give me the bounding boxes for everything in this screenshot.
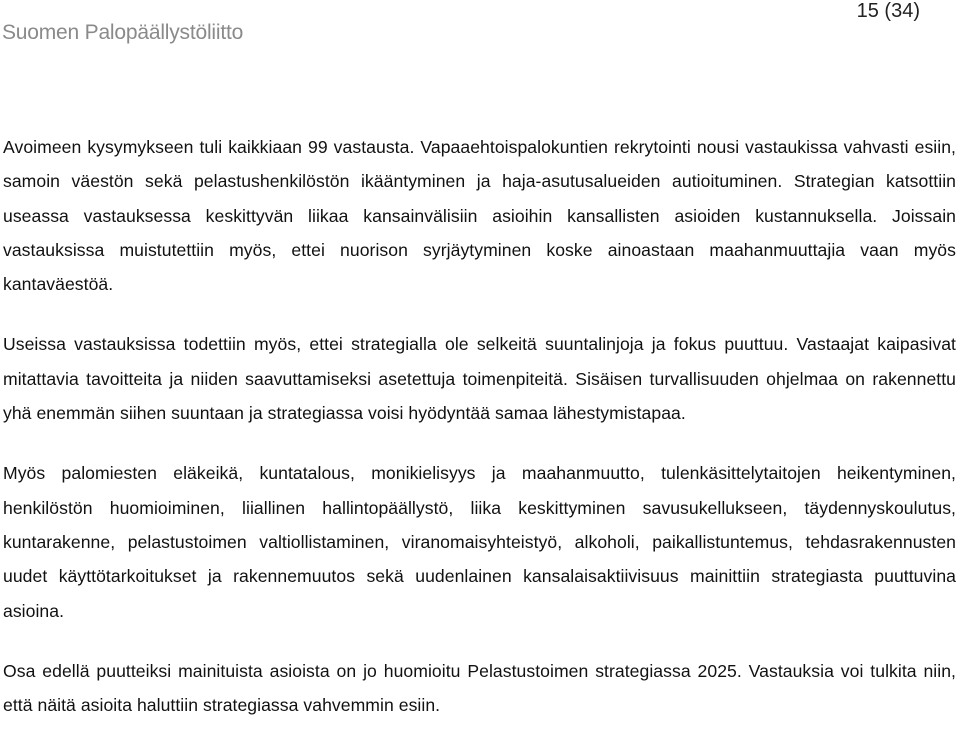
document-body bbox=[3, 130, 956, 722]
paragraph-conclusion: Osa edellä puutteiksi mainituista asioista on jo huomioitu Pelastustoimen strategiassa 2025. Vastauksia voi tulkita niin, että näitä asioita haluttiin strategiassa vahvemmin esiin. bbox=[3, 660, 956, 716]
page-number: 15 (34) bbox=[856, 0, 920, 22]
paragraph-responses-summary: Avoimeen kysymykseen tuli kaikkiaan 99 vastausta. Vapaaehtoispalokuntien rekrytointi nousi vastaukissa vahvasti esiin, samoin väestön sekä pelastushenkilöstön ikääntyminen ja haja-asutusalueiden autioituminen. Strategian katsottiin useassa vastauksessa keskittyvän liikaa kansainvälisiin asioihin kansallisten asioiden kustannuksella. Joissain vastauksissa muistutettiin myös, ettei nuorison syrjäytyminen koske ainoastaan maahanmuuttajia vaan myös kantaväestöä. bbox=[3, 137, 956, 295]
paragraph-strategy-focus: Useissa vastauksissa todettiin myös, ettei strategialla ole selkeitä suuntalinjoja ja fokus puuttuu. Vastaajat kaipasivat mitattavia tavoitteita ja niiden saavuttamiseksi asetettuja toimenpiteitä. Sisäisen turvallisuuden ohjelmaa on rakennettu yhä enemmän siihen suuntaan ja strategiassa voisi hyödyntää samaa lähestymistapaa. bbox=[3, 334, 956, 424]
page-header bbox=[0, 0, 960, 60]
organization-name: Suomen Palopäällystöliitto bbox=[2, 21, 244, 44]
paragraph-missing-topics: Myös palomiesten eläkeikä, kuntatalous, monikielisyys ja maahanmuutto, tulenkäsittelytaitojen heikentyminen, henkilöstön huomioiminen, liiallinen hallintopäällystö, liika keskittyminen savusukellukseen, täydennyskoulutus, kuntarakenne, pelastustoimen valtiollistaminen, viranomaisyhteistyö, alkoholi, paikallistuntemus, tehdasrakennusten uudet käyttötarkoitukset ja rakennemuutos sekä uudenlainen kansalaisaktiivisuus mainittiin strategiasta puuttuvina asioina. bbox=[3, 463, 956, 621]
